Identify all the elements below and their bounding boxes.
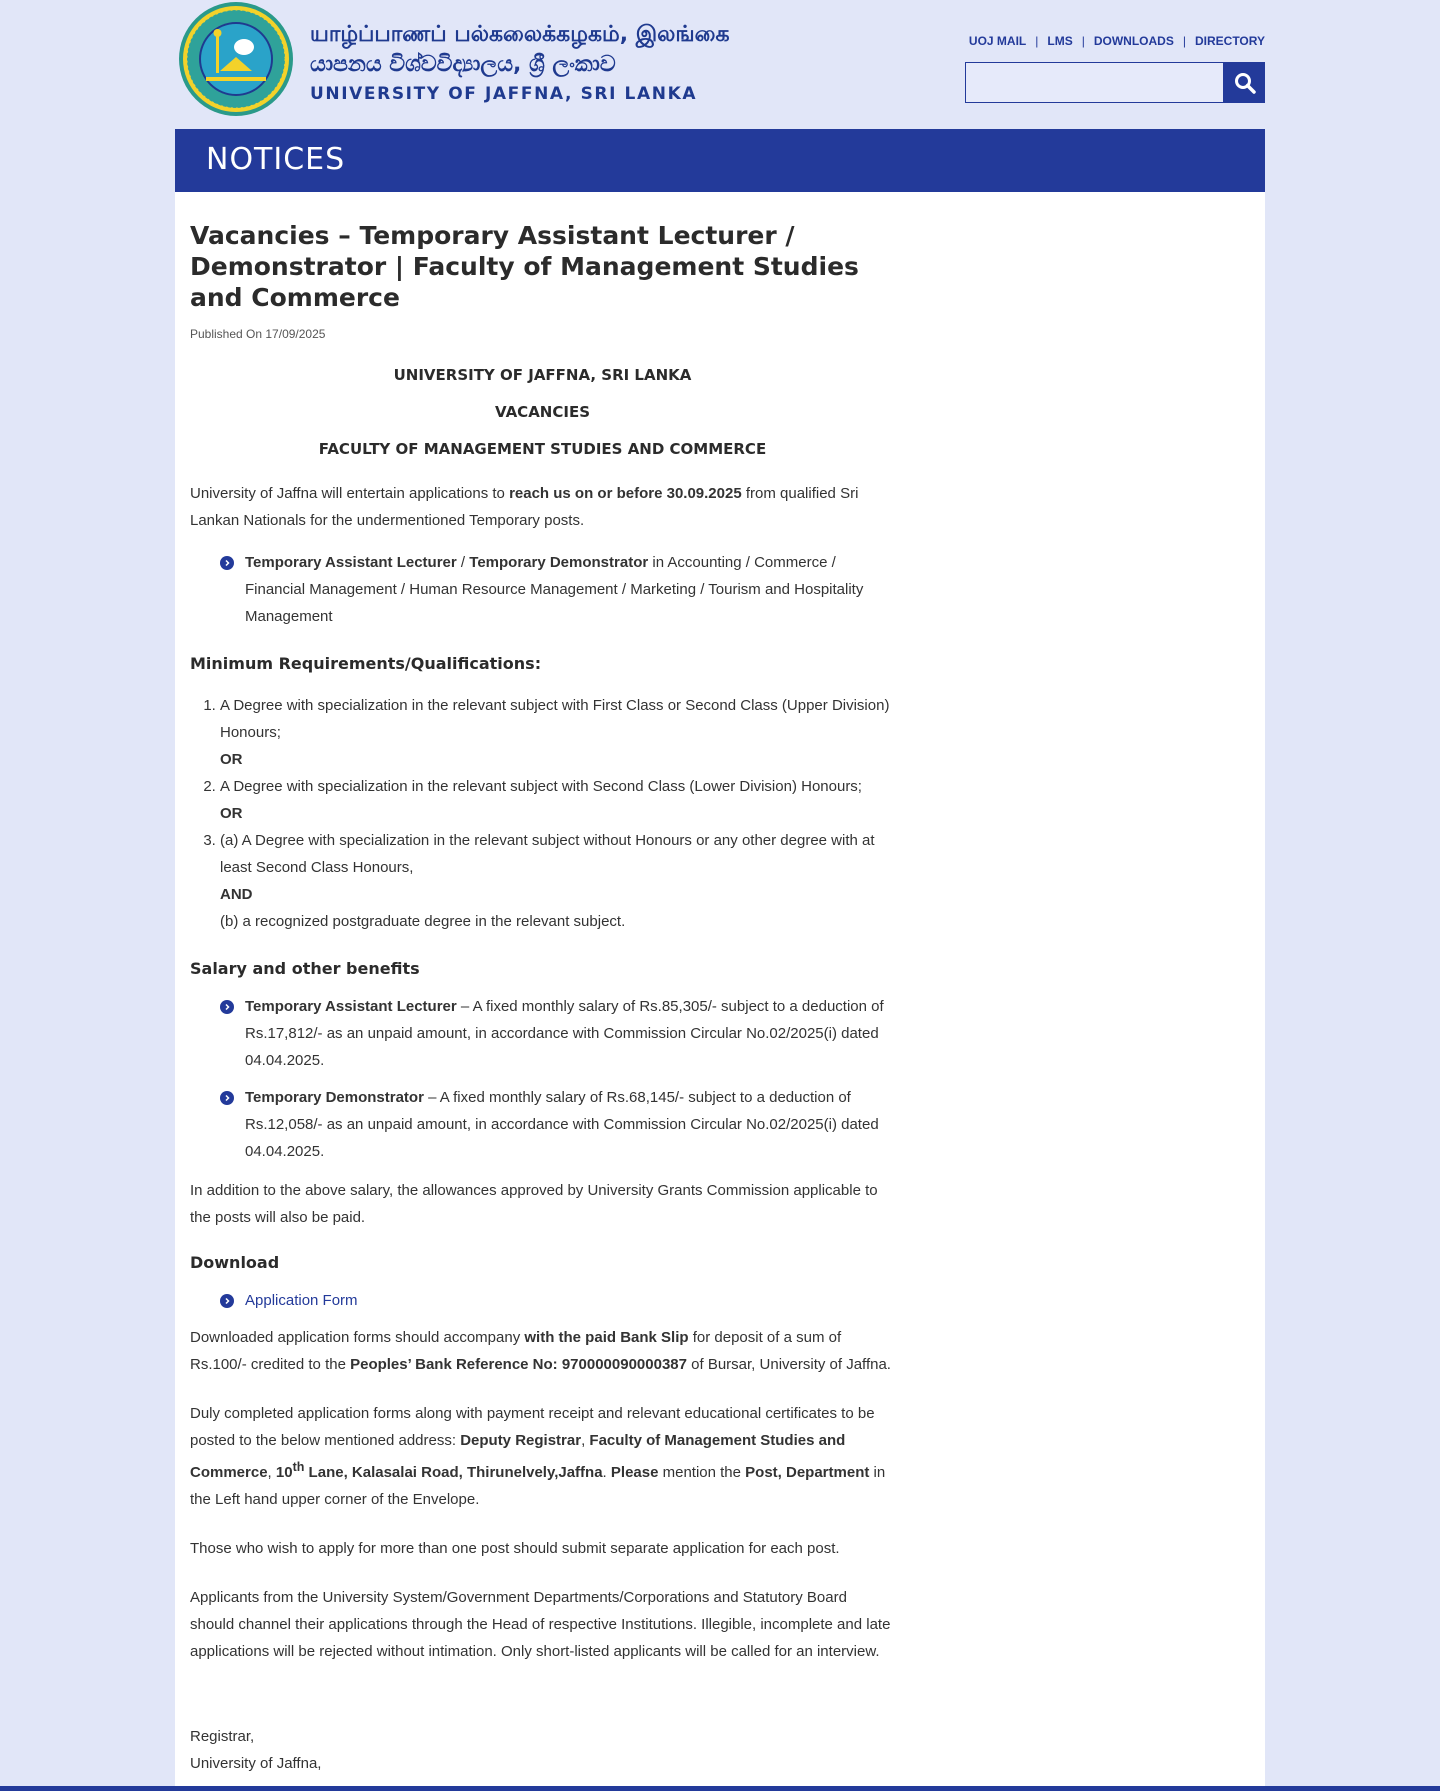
or-label: OR [220, 751, 243, 768]
notice-article [190, 220, 895, 1777]
link-separator: | [1035, 34, 1039, 48]
salary-list [190, 993, 895, 1165]
search-input[interactable] [965, 62, 1224, 103]
site-header [175, 0, 1265, 129]
logo-english-name: UNIVERSITY OF JAFFNA, SRI LANKA [310, 84, 698, 104]
requirement-text: (a) A Degree with specialization in the relevant subject without Honours or any other degree with at least Second Class Honours, [220, 832, 875, 876]
requirements-list [190, 692, 895, 935]
heading-vacancies: VACANCIES [494, 403, 590, 421]
requirement-text: A Degree with specialization in the relevant subject with Second Class (Lower Division) Honours; [220, 778, 862, 795]
notices-banner [175, 129, 1265, 192]
address-number: 10 [275, 1464, 293, 1481]
bank-slip-label: with the paid Bank Slip [524, 1329, 689, 1346]
salary-text: – A fixed monthly salary of Rs.68,145/- subject to a deduction of Rs.12,058/- as an unpaid amount, in accordance with Commission Circular No.02/2025(i) dated 04.04.2025. [245, 1089, 879, 1160]
download-list [190, 1287, 895, 1314]
list-item [220, 1084, 895, 1165]
content-area [175, 192, 1265, 1791]
list-item [220, 827, 895, 935]
signature-line: University of Jaffna, [190, 1755, 322, 1772]
post-separator: / [456, 554, 470, 571]
channel-paragraph: Applicants from the University System/Government Departments/Corporations and Statutory Board should channel their applications through the Head of respective Institutions. Illegible, incomplete and late applications will be rejected without intimation. Only short-listed applicants will be called for an interview. [190, 1589, 891, 1660]
banner-title: NOTICES [206, 142, 346, 177]
chevron-right-icon [220, 556, 234, 570]
downloads-link[interactable]: DOWNLOADS [1093, 34, 1174, 48]
lms-link[interactable]: LMS [1047, 34, 1073, 48]
chevron-right-icon [220, 1294, 234, 1308]
bank-text: of Bursar, University of Jaffna. [686, 1356, 891, 1373]
list-item [220, 1287, 895, 1314]
top-links [969, 34, 1265, 48]
requirements-heading: Minimum Requirements/Qualifications: [190, 654, 542, 673]
intro-text: University of Jaffna will entertain applications to [190, 485, 510, 502]
address-note: Post, Department [745, 1464, 870, 1481]
address-text: mention the [658, 1464, 746, 1481]
address-recipient: Deputy Registrar [460, 1432, 582, 1449]
logo-wordmark[interactable] [310, 20, 730, 106]
university-logo[interactable] [176, 1, 296, 118]
address-text: Duly completed application forms along with payment receipt and relevant educational certificates to be posted to the below mentioned address: [190, 1405, 875, 1449]
intro-text: from qualified Sri Lankan Nationals for the undermentioned Temporary posts. [190, 485, 859, 529]
and-label: AND [220, 886, 253, 903]
bank-text: Downloaded application forms should accompany [190, 1329, 525, 1346]
post-name: Temporary Demonstrator [469, 554, 649, 571]
page-container [175, 0, 1265, 1772]
address-ordinal: th [292, 1460, 305, 1474]
chevron-right-icon [220, 1000, 234, 1014]
separate-application-paragraph: Those who wish to apply for more than one post should submit separate application for each post. [190, 1540, 840, 1557]
search-icon [1234, 72, 1256, 94]
post-name: Temporary Assistant Lecturer [245, 998, 457, 1015]
logo-tamil-name: யாழ்ப்பாணப் பல்கலைக்கழகம், இலங்கை [310, 22, 730, 47]
address-text: , [267, 1464, 276, 1481]
logo-sinhala-name: යාපනය විශ්වවිද්‍යාලය, ශ්‍රී ලංකාව [310, 52, 616, 77]
list-item [220, 692, 895, 773]
notice-title: Vacancies – Temporary Assistant Lecturer / Demonstrator | Faculty of Management Studies and Commerce [190, 221, 859, 312]
list-item [220, 993, 895, 1074]
heading-faculty: FACULTY OF MANAGEMENT STUDIES AND COMMERCE [318, 440, 767, 458]
address-text: . [602, 1464, 611, 1481]
or-label: OR [220, 805, 243, 822]
link-separator: | [1081, 34, 1085, 48]
application-form-link[interactable]: Application Form [245, 1292, 358, 1309]
heading-university: UNIVERSITY OF JAFFNA, SRI LANKA [393, 366, 692, 384]
address-street-name: Lane, Kalasalai Road, Thirunelvely,Jaffna [304, 1464, 603, 1481]
intro-paragraph [190, 480, 895, 534]
salary-text: – A fixed monthly salary of Rs.85,305/- subject to a deduction of Rs.17,812/- as an unpaid amount, in accordance with Commission Circular No.02/2025(i) dated 04.04.2025. [245, 998, 884, 1069]
address-note: Please [610, 1464, 659, 1481]
closing-date: reach us on or before 30.09.2025 [509, 485, 742, 502]
salary-heading: Salary and other benefits [190, 959, 420, 978]
requirement-text: (b) a recognized postgraduate degree in the relevant subject. [220, 913, 626, 930]
directory-link[interactable]: DIRECTORY [1194, 34, 1265, 48]
post-name: Temporary Demonstrator [245, 1089, 424, 1106]
list-item [220, 773, 895, 827]
address-text: in the Left hand upper corner of the Envelope. [190, 1464, 886, 1508]
post-subjects: in Accounting / Commerce / Financial Management / Human Resource Management / Marketing / Tourism and Hospitality Management [245, 554, 864, 625]
post-name: Temporary Assistant Lecturer [245, 554, 457, 571]
list-item [220, 549, 895, 630]
requirement-text: A Degree with specialization in the relevant subject with First Class or Second Class (Upper Division) Honours; [220, 697, 890, 741]
published-date: Published On 17/09/2025 [190, 327, 326, 341]
bank-text: for deposit of a sum of Rs.100/- credited to the [190, 1329, 842, 1373]
search-button[interactable] [1224, 62, 1265, 103]
bank-reference: Peoples’ Bank Reference No: 970000090000387 [350, 1356, 687, 1373]
signature-line: Registrar, [190, 1728, 255, 1745]
spacer [190, 1665, 895, 1723]
address-street [275, 1460, 603, 1481]
post-list [190, 549, 895, 630]
address-text: , [581, 1432, 590, 1449]
uoj-mail-link[interactable]: UOJ MAIL [968, 34, 1027, 48]
download-heading: Download [190, 1253, 280, 1272]
bank-paragraph [190, 1324, 895, 1378]
address-faculty: Faculty of Management Studies and Commerce [190, 1432, 846, 1481]
search-form [965, 62, 1265, 103]
allowances-paragraph: In addition to the above salary, the allowances approved by University Grants Commission applicable to the posts will also be paid. [190, 1182, 878, 1226]
address-paragraph [190, 1400, 895, 1513]
link-separator: | [1182, 34, 1186, 48]
footer-bar [0, 1786, 1440, 1791]
chevron-right-icon [220, 1091, 234, 1105]
